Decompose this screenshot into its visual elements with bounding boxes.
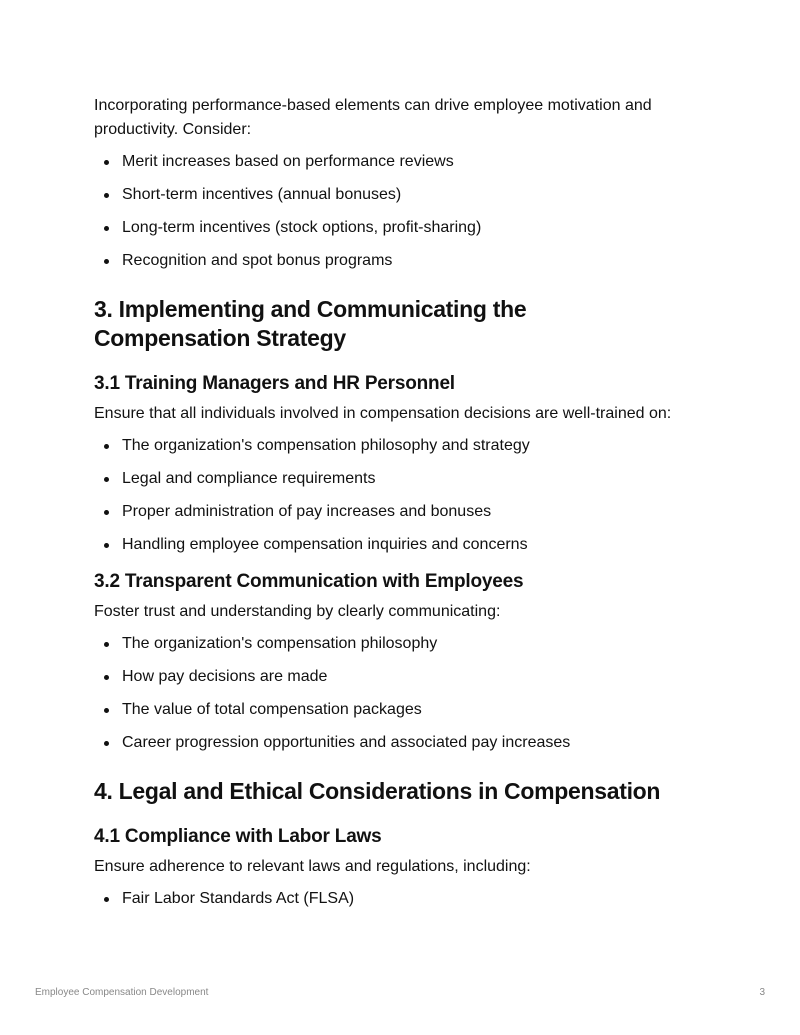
section-3-heading-line2: Compensation Strategy bbox=[94, 325, 346, 351]
section-3-2-paragraph: Foster trust and understanding by clearly communicating: bbox=[94, 603, 501, 620]
list-item: How pay decisions are made bbox=[94, 665, 734, 689]
section-3-2-heading: 3.2 Transparent Communication with Employees bbox=[94, 571, 524, 592]
list-item: Legal and compliance requirements bbox=[94, 467, 734, 491]
intro-paragraph: Incorporating performance-based elements can drive employee motivation and productivity. Consider: bbox=[94, 97, 652, 138]
section-4-1-heading: 4.1 Compliance with Labor Laws bbox=[94, 826, 382, 847]
list-item: Long-term incentives (stock options, profit-sharing) bbox=[94, 216, 734, 240]
page-number: 3 bbox=[759, 987, 765, 998]
list-item: Recognition and spot bonus programs bbox=[94, 249, 734, 273]
section-3-1-paragraph: Ensure that all individuals involved in compensation decisions are well-trained on: bbox=[94, 405, 672, 422]
footer-title: Employee Compensation Development bbox=[35, 987, 209, 998]
page-footer bbox=[35, 987, 765, 998]
list-item: The organization's compensation philosophy and strategy bbox=[94, 434, 734, 458]
section-3-heading-line1: 3. Implementing and Communicating the bbox=[94, 296, 527, 322]
performance-elements-list bbox=[94, 150, 734, 273]
list-item: Handling employee compensation inquiries and concerns bbox=[94, 533, 734, 557]
list-item: Merit increases based on performance reviews bbox=[94, 150, 734, 174]
list-item: The value of total compensation packages bbox=[94, 698, 734, 722]
communication-topics-list bbox=[94, 632, 734, 755]
list-item: Proper administration of pay increases and bonuses bbox=[94, 500, 734, 524]
list-item: Short-term incentives (annual bonuses) bbox=[94, 183, 734, 207]
list-item: Career progression opportunities and associated pay increases bbox=[94, 731, 734, 755]
section-4-1-paragraph: Ensure adherence to relevant laws and regulations, including: bbox=[94, 858, 531, 875]
list-item: Fair Labor Standards Act (FLSA) bbox=[94, 887, 734, 911]
section-4-heading: 4. Legal and Ethical Considerations in Compensation bbox=[94, 778, 661, 804]
list-item: The organization's compensation philosophy bbox=[94, 632, 734, 656]
training-topics-list bbox=[94, 434, 734, 557]
section-3-1-heading: 3.1 Training Managers and HR Personnel bbox=[94, 373, 455, 394]
document-body bbox=[94, 94, 734, 920]
section-3-heading bbox=[94, 295, 734, 353]
labor-laws-list bbox=[94, 887, 734, 911]
